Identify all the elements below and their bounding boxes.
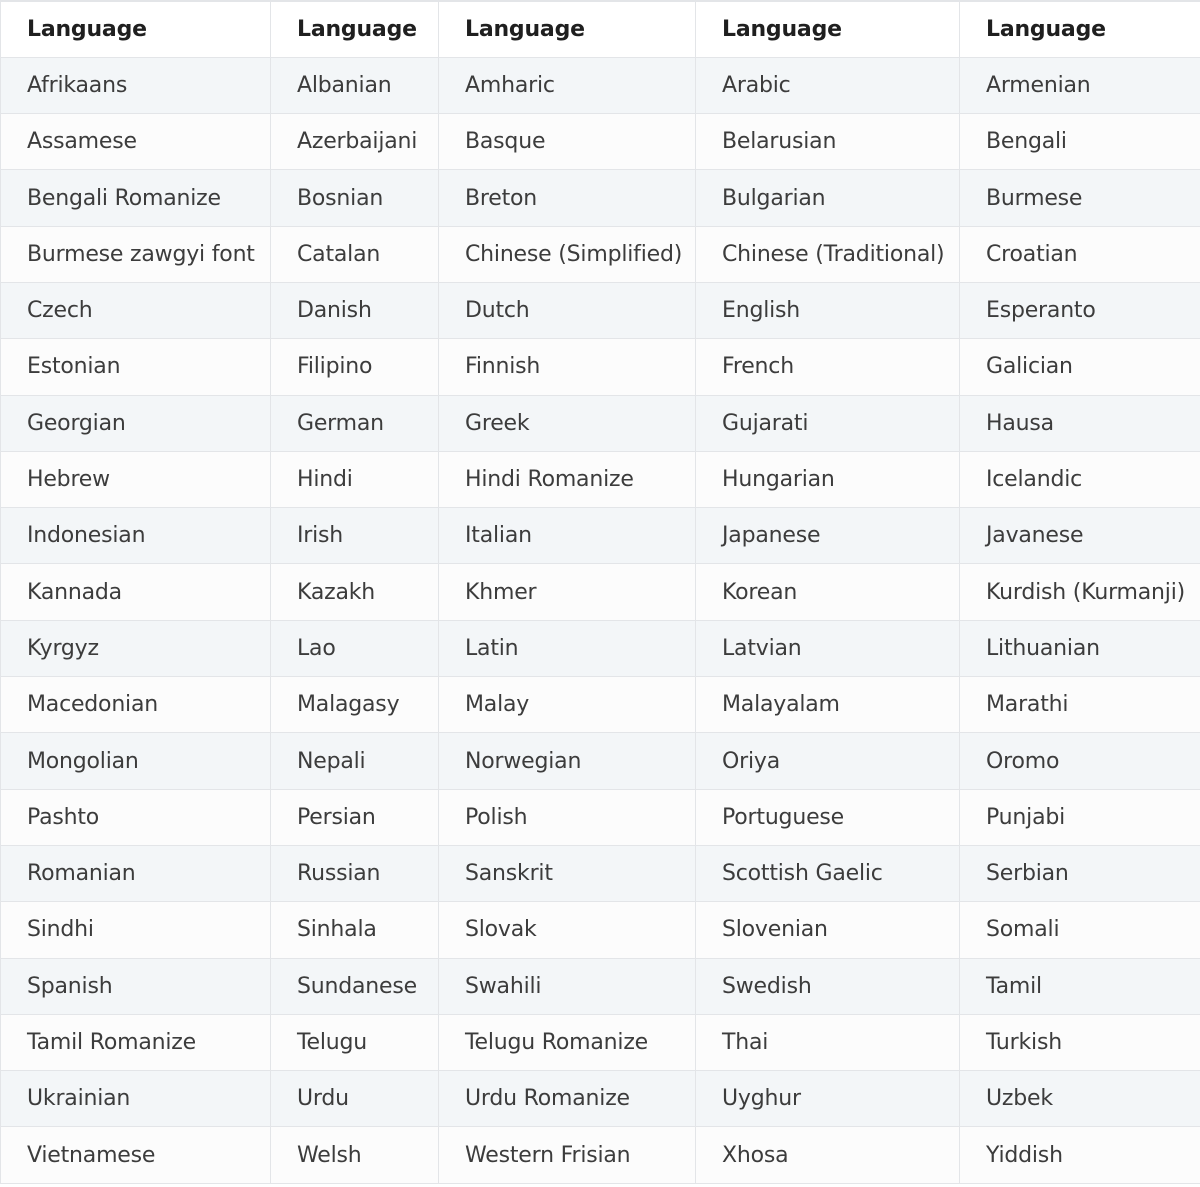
language-cell: Thai — [696, 1014, 960, 1070]
language-cell: Khmer — [439, 564, 696, 620]
language-cell: Sundanese — [271, 958, 439, 1014]
table-row — [1, 170, 1200, 226]
language-cell: Welsh — [271, 1127, 439, 1183]
language-cell: Georgian — [1, 395, 271, 451]
language-cell: Turkish — [960, 1014, 1200, 1070]
language-cell: Pashto — [1, 789, 271, 845]
header-row — [1, 1, 1200, 57]
table-row — [1, 902, 1200, 958]
language-cell: Albanian — [271, 57, 439, 113]
language-cell: Burmese — [960, 170, 1200, 226]
language-cell: Belarusian — [696, 114, 960, 170]
language-cell: Armenian — [960, 57, 1200, 113]
language-cell: Uyghur — [696, 1071, 960, 1127]
table-row — [1, 958, 1200, 1014]
table-row — [1, 114, 1200, 170]
language-cell: Dutch — [439, 282, 696, 338]
language-cell: Mongolian — [1, 733, 271, 789]
language-cell: Russian — [271, 845, 439, 901]
language-cell: Assamese — [1, 114, 271, 170]
language-cell: Portuguese — [696, 789, 960, 845]
language-cell: Bengali Romanize — [1, 170, 271, 226]
language-cell: Kyrgyz — [1, 620, 271, 676]
language-cell: Western Frisian — [439, 1127, 696, 1183]
language-cell: French — [696, 339, 960, 395]
language-cell: Romanian — [1, 845, 271, 901]
language-cell: Swedish — [696, 958, 960, 1014]
language-cell: Telugu Romanize — [439, 1014, 696, 1070]
table-row — [1, 845, 1200, 901]
language-cell: Lithuanian — [960, 620, 1200, 676]
language-cell: Tamil — [960, 958, 1200, 1014]
language-cell: Bulgarian — [696, 170, 960, 226]
language-cell: Oromo — [960, 733, 1200, 789]
column-header: Language — [960, 1, 1200, 57]
language-cell: Basque — [439, 114, 696, 170]
table-row — [1, 508, 1200, 564]
language-cell: Sanskrit — [439, 845, 696, 901]
language-cell: Irish — [271, 508, 439, 564]
table-row — [1, 733, 1200, 789]
language-cell: Arabic — [696, 57, 960, 113]
column-header: Language — [1, 1, 271, 57]
language-cell: Malayalam — [696, 677, 960, 733]
language-cell: Serbian — [960, 845, 1200, 901]
language-cell: Latin — [439, 620, 696, 676]
language-cell: Scottish Gaelic — [696, 845, 960, 901]
language-cell: Danish — [271, 282, 439, 338]
language-cell: Nepali — [271, 733, 439, 789]
language-cell: Punjabi — [960, 789, 1200, 845]
language-cell: Slovenian — [696, 902, 960, 958]
language-cell: Norwegian — [439, 733, 696, 789]
language-cell: Urdu Romanize — [439, 1071, 696, 1127]
table-row — [1, 1014, 1200, 1070]
language-cell: Xhosa — [696, 1127, 960, 1183]
table-row — [1, 282, 1200, 338]
table-row — [1, 451, 1200, 507]
table-header — [1, 1, 1200, 57]
language-cell: Hindi — [271, 451, 439, 507]
language-cell: Tamil Romanize — [1, 1014, 271, 1070]
language-cell: Hindi Romanize — [439, 451, 696, 507]
language-cell: Telugu — [271, 1014, 439, 1070]
language-cell: Ukrainian — [1, 1071, 271, 1127]
language-cell: Greek — [439, 395, 696, 451]
language-cell: Slovak — [439, 902, 696, 958]
language-cell: Spanish — [1, 958, 271, 1014]
table-row — [1, 395, 1200, 451]
language-cell: Breton — [439, 170, 696, 226]
table-row — [1, 620, 1200, 676]
column-header: Language — [439, 1, 696, 57]
column-header: Language — [696, 1, 960, 57]
table-row — [1, 339, 1200, 395]
language-cell: Swahili — [439, 958, 696, 1014]
language-cell: Bengali — [960, 114, 1200, 170]
language-cell: Bosnian — [271, 170, 439, 226]
language-cell: Japanese — [696, 508, 960, 564]
language-cell: Vietnamese — [1, 1127, 271, 1183]
language-cell: Afrikaans — [1, 57, 271, 113]
language-cell: Gujarati — [696, 395, 960, 451]
language-cell: Somali — [960, 902, 1200, 958]
language-cell: Galician — [960, 339, 1200, 395]
language-cell: Persian — [271, 789, 439, 845]
language-cell: Indonesian — [1, 508, 271, 564]
language-cell: Urdu — [271, 1071, 439, 1127]
language-cell: Catalan — [271, 226, 439, 282]
column-header: Language — [271, 1, 439, 57]
language-cell: Hebrew — [1, 451, 271, 507]
language-cell: English — [696, 282, 960, 338]
language-cell: German — [271, 395, 439, 451]
language-cell: Sinhala — [271, 902, 439, 958]
language-cell: Malagasy — [271, 677, 439, 733]
language-cell: Azerbaijani — [271, 114, 439, 170]
language-cell: Yiddish — [960, 1127, 1200, 1183]
language-cell: Czech — [1, 282, 271, 338]
language-cell: Marathi — [960, 677, 1200, 733]
language-cell: Chinese (Simplified) — [439, 226, 696, 282]
language-cell: Amharic — [439, 57, 696, 113]
language-cell: Burmese zawgyi font — [1, 226, 271, 282]
language-cell: Kazakh — [271, 564, 439, 620]
language-cell: Esperanto — [960, 282, 1200, 338]
table-row — [1, 1127, 1200, 1183]
language-cell: Icelandic — [960, 451, 1200, 507]
language-cell: Kurdish (Kurmanji) — [960, 564, 1200, 620]
language-cell: Hungarian — [696, 451, 960, 507]
language-cell: Kannada — [1, 564, 271, 620]
table-row — [1, 677, 1200, 733]
language-cell: Uzbek — [960, 1071, 1200, 1127]
language-cell: Estonian — [1, 339, 271, 395]
language-cell: Chinese (Traditional) — [696, 226, 960, 282]
table-body — [1, 57, 1200, 1183]
table-row — [1, 789, 1200, 845]
table-row — [1, 226, 1200, 282]
language-cell: Latvian — [696, 620, 960, 676]
language-cell: Macedonian — [1, 677, 271, 733]
table-row — [1, 564, 1200, 620]
table-row — [1, 1071, 1200, 1127]
language-cell: Korean — [696, 564, 960, 620]
language-cell: Oriya — [696, 733, 960, 789]
language-cell: Sindhi — [1, 902, 271, 958]
language-cell: Italian — [439, 508, 696, 564]
language-cell: Lao — [271, 620, 439, 676]
language-cell: Polish — [439, 789, 696, 845]
language-cell: Finnish — [439, 339, 696, 395]
language-cell: Hausa — [960, 395, 1200, 451]
language-cell: Filipino — [271, 339, 439, 395]
table-row — [1, 57, 1200, 113]
language-cell: Javanese — [960, 508, 1200, 564]
language-cell: Malay — [439, 677, 696, 733]
language-cell: Croatian — [960, 226, 1200, 282]
